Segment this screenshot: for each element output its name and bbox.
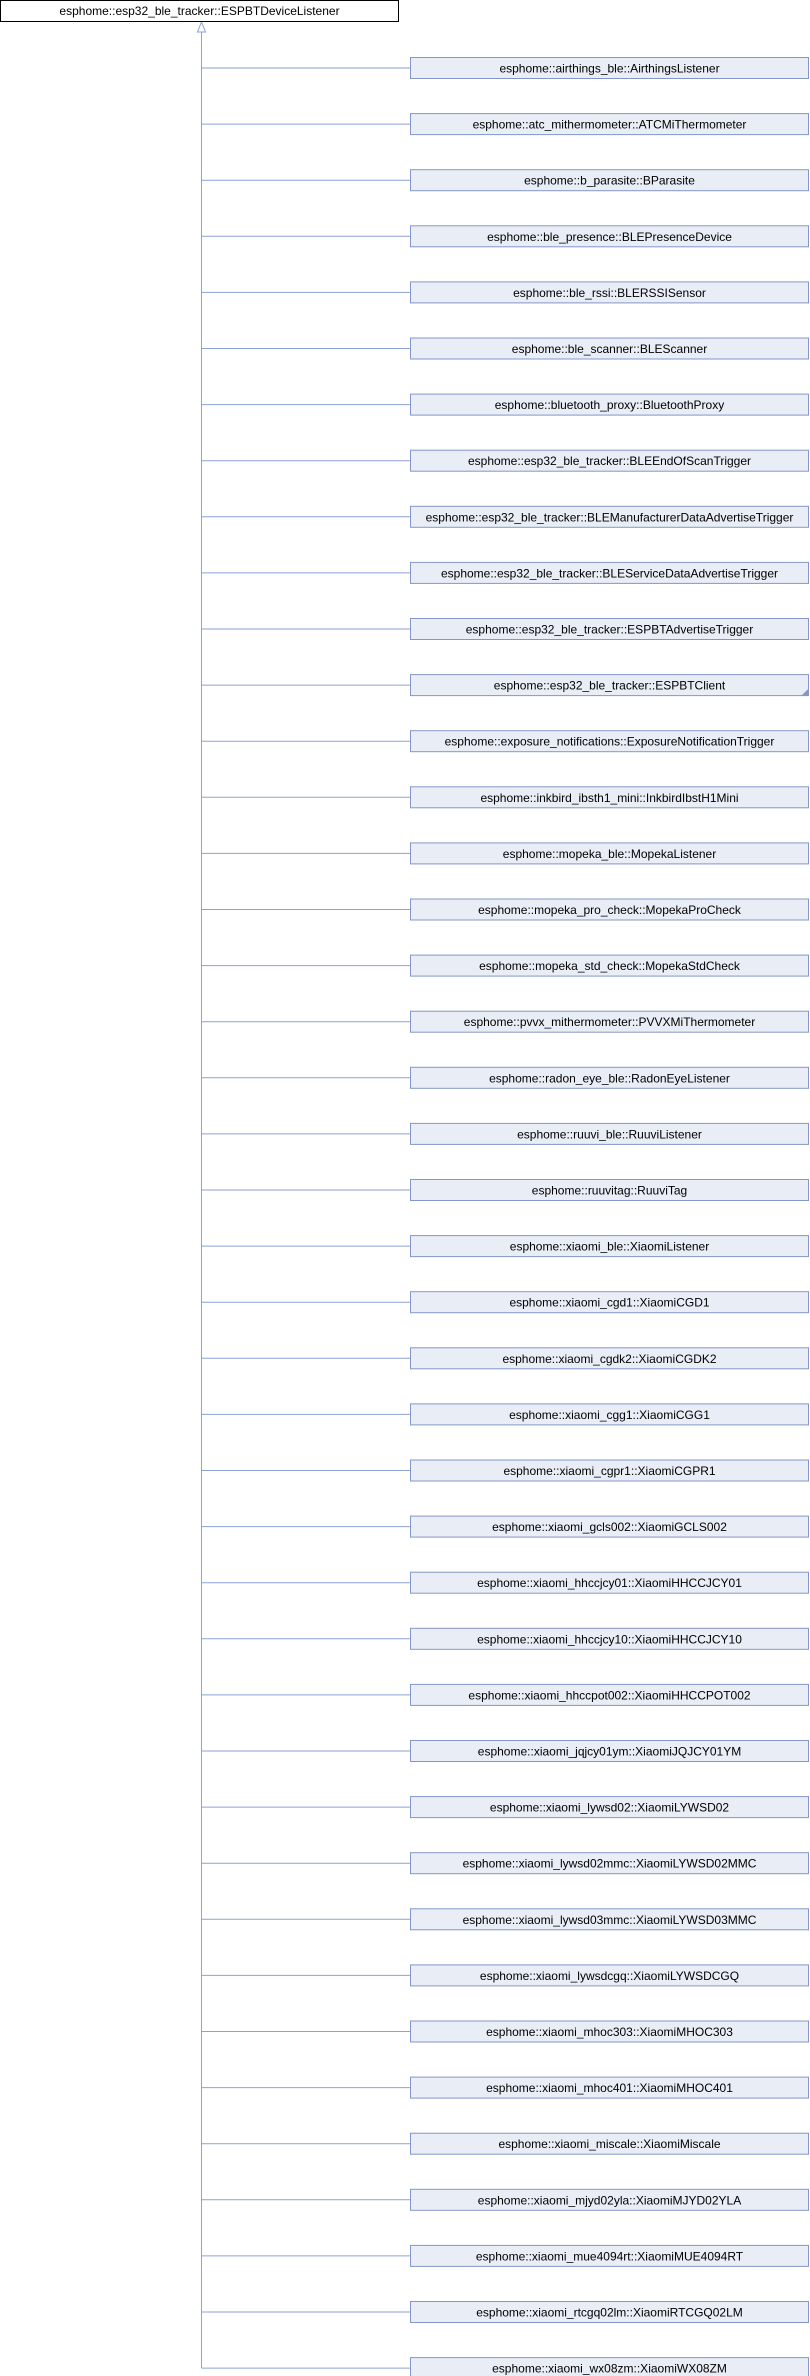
derived-class-label: esphome::xiaomi_wx08zm::XiaomiWX08ZM [492, 2361, 727, 2376]
derived-class-label: esphome::bluetooth_proxy::BluetoothProxy [494, 398, 725, 413]
derived-class-node[interactable] [411, 1965, 809, 1986]
inheritance-arrowhead [198, 22, 206, 32]
derived-class-node[interactable] [411, 619, 809, 640]
derived-class-node[interactable] [411, 2189, 809, 2210]
derived-class-label: esphome::inkbird_ibsth1_mini::InkbirdIbstH1Mini [480, 790, 739, 805]
derived-class-label: esphome::xiaomi_hhccjcy01::XiaomiHHCCJCY01 [477, 1576, 742, 1591]
derived-class-node[interactable] [411, 282, 809, 303]
inheritance-edges [198, 22, 411, 2368]
derived-class-node[interactable] [411, 1460, 809, 1481]
derived-class-label: esphome::xiaomi_jqjcy01ym::XiaomiJQJCY01YM [477, 1744, 742, 1759]
derived-class-node[interactable] [411, 170, 809, 191]
derived-class-label: esphome::xiaomi_ble::XiaomiListener [509, 1239, 710, 1254]
derived-class-label: esphome::xiaomi_lywsd02::XiaomiLYWSD02 [489, 1800, 730, 1815]
derived-class-label: esphome::b_parasite::BParasite [524, 173, 695, 188]
derived-class-label: esphome::exposure_notifications::ExposureNotificationTrigger [444, 734, 775, 749]
derived-class-node[interactable] [411, 731, 809, 752]
base-class-node[interactable] [1, 1, 399, 22]
derived-class-label: esphome::xiaomi_mhoc303::XiaomiMHOC303 [486, 2025, 733, 2039]
derived-class-label: esphome::ble_rssi::BLERSSISensor [513, 285, 706, 300]
derived-class-node[interactable] [411, 955, 809, 976]
derived-class-node[interactable] [411, 2021, 809, 2042]
derived-class-list [411, 58, 809, 2376]
derived-class-node[interactable] [411, 2077, 809, 2098]
derived-class-node[interactable] [411, 1123, 809, 1144]
derived-class-node[interactable] [411, 787, 809, 808]
derived-class-label: esphome::xiaomi_mue4094rt::XiaomiMUE4094RT [475, 2249, 744, 2264]
derived-class-node[interactable] [411, 1909, 809, 1930]
derived-class-node[interactable] [411, 2358, 809, 2376]
derived-class-node[interactable] [411, 1067, 809, 1088]
derived-class-label: esphome::xiaomi_hhccjcy10::XiaomiHHCCJCY10 [477, 1632, 742, 1647]
derived-class-label: esphome::mopeka_ble::MopekaListener [502, 846, 717, 861]
derived-class-label: esphome::pvvx_mithermometer::PVVXMiThermometer [463, 1015, 756, 1030]
derived-class-label: esphome::xiaomi_hhccpot002::XiaomiHHCCPOT002 [468, 1688, 751, 1703]
derived-class-label: esphome::esp32_ble_tracker::ESPBTClient [493, 678, 726, 693]
derived-class-node[interactable] [411, 1741, 809, 1762]
derived-class-label: esphome::mopeka_std_check::MopekaStdCheck [479, 959, 740, 974]
derived-class-node[interactable] [411, 1516, 809, 1537]
derived-class-node[interactable] [411, 1236, 809, 1257]
derived-class-node[interactable] [411, 1684, 809, 1705]
derived-class-label: esphome::esp32_ble_tracker::BLEEndOfScanTrigger [467, 454, 752, 469]
derived-class-label: esphome::esp32_ble_tracker::BLEServiceDataAdvertiseTrigger [440, 566, 779, 581]
derived-class-node[interactable] [411, 394, 809, 415]
derived-class-node[interactable] [411, 506, 809, 527]
derived-class-node[interactable] [411, 1348, 809, 1369]
derived-class-node[interactable] [411, 226, 809, 247]
derived-class-node[interactable] [411, 1180, 809, 1201]
derived-class-label: esphome::ruuvitag::RuuviTag [531, 1183, 688, 1198]
derived-class-label: esphome::esp32_ble_tracker::BLEManufacturerDataAdvertiseTrigger [425, 510, 794, 525]
derived-class-label: esphome::airthings_ble::AirthingsListener [499, 61, 720, 76]
derived-class-label: esphome::xiaomi_cgg1::XiaomiCGG1 [509, 1407, 710, 1422]
derived-class-label: esphome::xiaomi_miscale::XiaomiMiscale [498, 2137, 721, 2152]
derived-class-node[interactable] [411, 2133, 809, 2154]
derived-class-label: esphome::mopeka_pro_check::MopekaProCheck [478, 903, 741, 917]
derived-class-label: esphome::xiaomi_cgpr1::XiaomiCGPR1 [503, 1464, 716, 1478]
derived-class-label: esphome::ruuvi_ble::RuuviListener [517, 1127, 702, 1142]
derived-class-label: esphome::xiaomi_lywsd02mmc::XiaomiLYWSD02MMC [462, 1856, 757, 1871]
derived-class-label: esphome::xiaomi_gcls002::XiaomiGCLS002 [492, 1520, 727, 1535]
derived-class-label: esphome::xiaomi_cgd1::XiaomiCGD1 [509, 1295, 710, 1310]
derived-class-node[interactable] [411, 2302, 809, 2323]
derived-class-node[interactable] [411, 1292, 809, 1313]
derived-class-node[interactable] [411, 675, 809, 696]
derived-class-label: esphome::xiaomi_mjyd02yla::XiaomiMJYD02YLA [477, 2193, 742, 2208]
derived-class-node[interactable] [411, 1404, 809, 1425]
derived-class-node[interactable] [411, 114, 809, 135]
derived-class-label: esphome::radon_eye_ble::RadonEyeListener [489, 1071, 730, 1086]
derived-class-node[interactable] [411, 2245, 809, 2266]
derived-class-label: esphome::atc_mithermometer::ATCMiThermometer [472, 117, 747, 132]
derived-class-node[interactable] [411, 562, 809, 583]
derived-class-node[interactable] [411, 58, 809, 79]
derived-class-node[interactable] [411, 1011, 809, 1032]
derived-class-label: esphome::ble_scanner::BLEScanner [511, 342, 708, 356]
base-class-label: esphome::esp32_ble_tracker::ESPBTDeviceListener [59, 4, 340, 18]
derived-class-label: esphome::xiaomi_lywsd03mmc::XiaomiLYWSD03MMC [462, 1912, 757, 1927]
derived-class-label: esphome::xiaomi_rtcgq02lm::XiaomiRTCGQ02LM [476, 2305, 743, 2320]
derived-class-label: esphome::ble_presence::BLEPresenceDevice [487, 229, 732, 244]
derived-class-node[interactable] [411, 1797, 809, 1818]
derived-class-node[interactable] [411, 338, 809, 359]
derived-class-label: esphome::xiaomi_lywsdcgq::XiaomiLYWSDCGQ [479, 1968, 740, 1983]
derived-class-label: esphome::esp32_ble_tracker::ESPBTAdvertiseTrigger [465, 622, 754, 637]
derived-class-node[interactable] [411, 899, 809, 920]
derived-class-label: esphome::xiaomi_cgdk2::XiaomiCGDK2 [502, 1351, 717, 1366]
derived-class-label: esphome::xiaomi_mhoc401::XiaomiMHOC401 [486, 2081, 733, 2096]
derived-class-node[interactable] [411, 450, 809, 471]
derived-class-node[interactable] [411, 1628, 809, 1649]
derived-class-node[interactable] [411, 1853, 809, 1874]
derived-class-node[interactable] [411, 843, 809, 864]
derived-class-node[interactable] [411, 1572, 809, 1593]
